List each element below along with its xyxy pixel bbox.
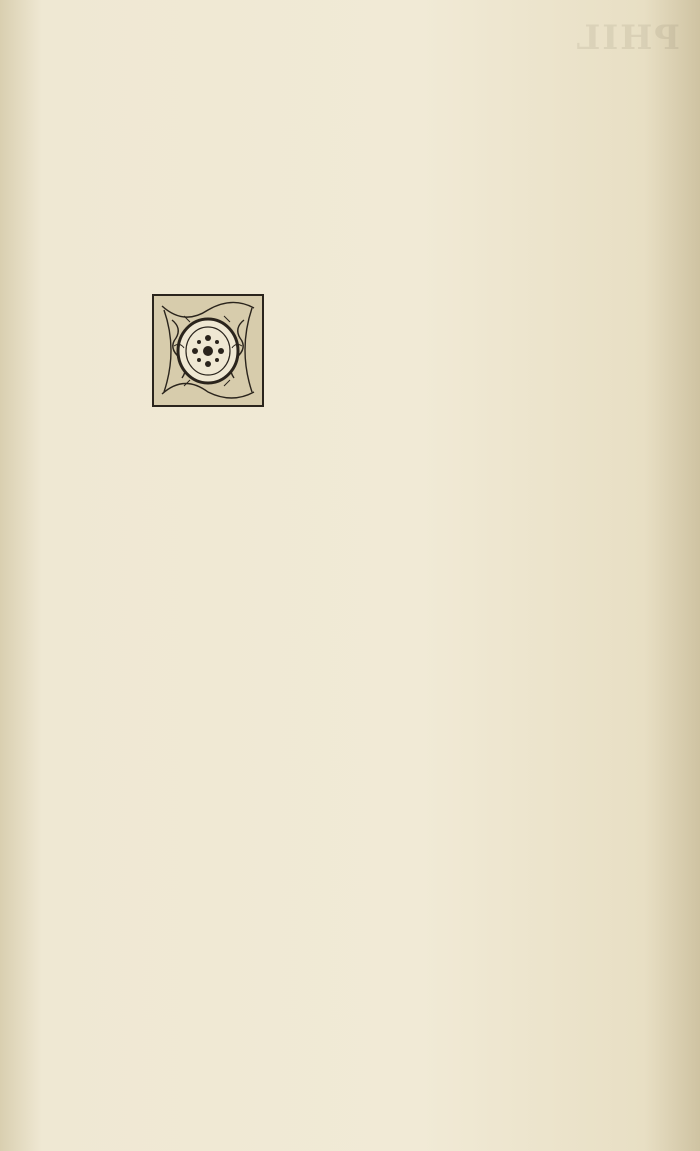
- decorated-initial-icon: [154, 296, 262, 405]
- decorated-initial: [152, 294, 264, 407]
- bleed-through-text: PHIL: [574, 18, 680, 58]
